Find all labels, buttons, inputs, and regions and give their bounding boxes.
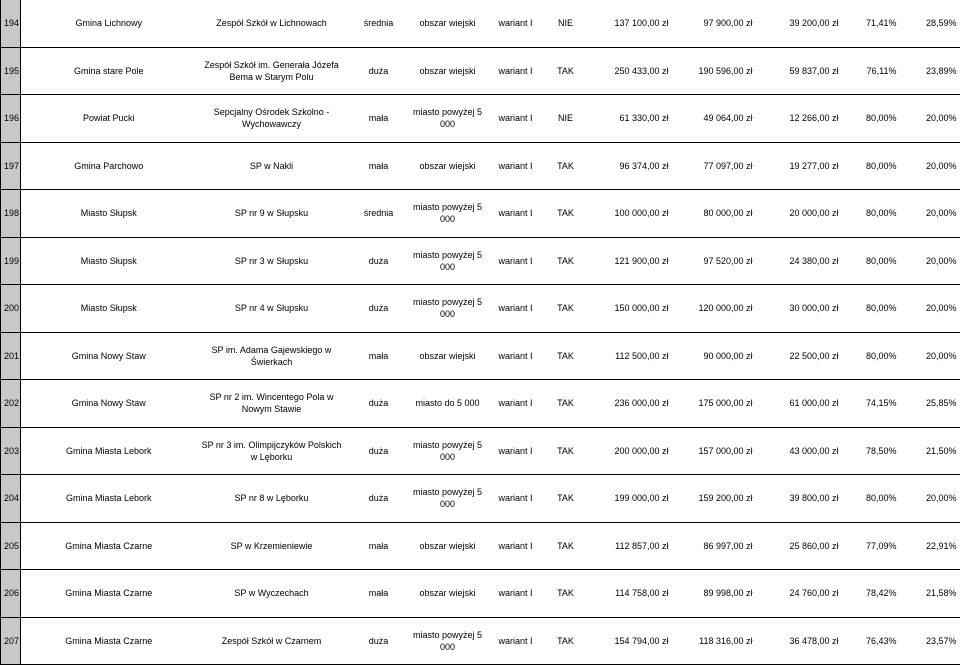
amount-grant-cell: 49 064,00 zł [673,95,757,143]
percent-grant-cell: 80,00% [843,285,901,333]
size-cell: duża [347,380,411,428]
size-cell: mała [347,332,411,380]
amount-grant-cell: 118 316,00 zł [673,617,757,665]
amount-grant-cell: 89 998,00 zł [673,570,757,618]
size-cell: duża [347,47,411,95]
school-cell: SP nr 2 im. Wincentego Pola w Nowym Stawie [197,380,347,428]
percent-grant-cell: 76,11% [843,47,901,95]
amount-total-cell: 200 000,00 zł [585,427,673,475]
size-cell: mała [347,522,411,570]
percent-own-cell: 23,89% [901,47,960,95]
percent-own-cell: 20,00% [901,237,960,285]
row-number: 207 [1,617,21,665]
amount-total-cell: 199 000,00 zł [585,475,673,523]
row-number: 201 [1,332,21,380]
variant-cell: wariant I [485,617,547,665]
amount-grant-cell: 175 000,00 zł [673,380,757,428]
gmina-cell: Gmina Lichnowy [21,0,197,47]
amount-own-cell: 19 277,00 zł [757,142,843,190]
area-cell: miasto powyżej 5 000 [411,190,485,238]
percent-own-cell: 25,85% [901,380,960,428]
school-cell: Zespół Szkół w Lichnowach [197,0,347,47]
size-cell: mała [347,570,411,618]
variant-cell: wariant I [485,427,547,475]
school-cell: SP w Krzemieniewie [197,522,347,570]
size-cell: mała [347,142,411,190]
flag-cell: TAK [547,190,585,238]
table-row [1,237,960,285]
row-number: 204 [1,475,21,523]
percent-grant-cell: 77,09% [843,522,901,570]
gmina-cell: Miasto Słupsk [21,237,197,285]
table-row [1,95,960,143]
table-row [1,380,960,428]
table-row [1,427,960,475]
size-cell: duża [347,427,411,475]
percent-grant-cell: 80,00% [843,142,901,190]
percent-own-cell: 22,91% [901,522,960,570]
gmina-cell: Miasto Słupsk [21,190,197,238]
table-row [1,0,960,47]
flag-cell: TAK [547,332,585,380]
variant-cell: wariant I [485,475,547,523]
gmina-cell: Gmina Nowy Staw [21,380,197,428]
size-cell: średnia [347,0,411,47]
flag-cell: TAK [547,285,585,333]
table-row [1,47,960,95]
amount-own-cell: 36 478,00 zł [757,617,843,665]
area-cell: obszar wiejski [411,0,485,47]
flag-cell: TAK [547,427,585,475]
percent-own-cell: 20,00% [901,95,960,143]
percent-own-cell: 21,58% [901,570,960,618]
row-number: 203 [1,427,21,475]
percent-own-cell: 20,00% [901,475,960,523]
size-cell: duża [347,475,411,523]
flag-cell: TAK [547,475,585,523]
amount-own-cell: 25 860,00 zł [757,522,843,570]
percent-grant-cell: 80,00% [843,475,901,523]
gmina-cell: Gmina Parchowo [21,142,197,190]
percent-grant-cell: 78,50% [843,427,901,475]
amount-own-cell: 20 000,00 zł [757,190,843,238]
amount-grant-cell: 190 596,00 zł [673,47,757,95]
variant-cell: wariant I [485,190,547,238]
percent-grant-cell: 80,00% [843,332,901,380]
row-number: 206 [1,570,21,618]
amount-own-cell: 59 837,00 zł [757,47,843,95]
amount-grant-cell: 120 000,00 zł [673,285,757,333]
amount-grant-cell: 97 520,00 zł [673,237,757,285]
flag-cell: TAK [547,570,585,618]
amount-total-cell: 114 758,00 zł [585,570,673,618]
area-cell: obszar wiejski [411,522,485,570]
percent-grant-cell: 80,00% [843,95,901,143]
amount-own-cell: 12 266,00 zł [757,95,843,143]
school-cell: SP im. Adama Gajewskiego w Świerkach [197,332,347,380]
amount-total-cell: 96 374,00 zł [585,142,673,190]
amount-total-cell: 137 100,00 zł [585,0,673,47]
amount-total-cell: 112 500,00 zł [585,332,673,380]
table-row [1,570,960,618]
gmina-cell: Gmina Miasta Czarne [21,570,197,618]
row-number: 194 [1,0,21,47]
amount-grant-cell: 86 997,00 zł [673,522,757,570]
school-cell: SP w Wyczechach [197,570,347,618]
school-cell: Sepcjalny Ośrodek Szkolno - Wychowawczy [197,95,347,143]
school-cell: SP w Nakli [197,142,347,190]
amount-grant-cell: 97 900,00 zł [673,0,757,47]
table-row [1,332,960,380]
percent-own-cell: 23,57% [901,617,960,665]
gmina-cell: Miasto Słupsk [21,285,197,333]
percent-own-cell: 28,59% [901,0,960,47]
gmina-cell: Gmina stare Pole [21,47,197,95]
amount-own-cell: 30 000,00 zł [757,285,843,333]
gmina-cell: Gmina Miasta Czarne [21,522,197,570]
flag-cell: TAK [547,47,585,95]
variant-cell: wariant I [485,0,547,47]
amount-total-cell: 236 000,00 zł [585,380,673,428]
amount-total-cell: 154 794,00 zł [585,617,673,665]
percent-grant-cell: 78,42% [843,570,901,618]
area-cell: obszar wiejski [411,332,485,380]
gmina-cell: Gmina Miasta Lebork [21,475,197,523]
school-cell: SP nr 3 w Słupsku [197,237,347,285]
amount-total-cell: 250 433,00 zł [585,47,673,95]
area-cell: miasto do 5 000 [411,380,485,428]
variant-cell: wariant I [485,237,547,285]
table-row [1,142,960,190]
size-cell: mała [347,95,411,143]
area-cell: miasto powyżej 5 000 [411,95,485,143]
amount-grant-cell: 157 000,00 zł [673,427,757,475]
area-cell: miasto powyżej 5 000 [411,617,485,665]
size-cell: duża [347,285,411,333]
variant-cell: wariant I [485,285,547,333]
table-row [1,475,960,523]
variant-cell: wariant I [485,142,547,190]
flag-cell: TAK [547,142,585,190]
size-cell: średnia [347,190,411,238]
flag-cell: NIE [547,95,585,143]
variant-cell: wariant I [485,522,547,570]
row-number: 197 [1,142,21,190]
percent-own-cell: 21,50% [901,427,960,475]
amount-own-cell: 61 000,00 zł [757,380,843,428]
percent-grant-cell: 80,00% [843,190,901,238]
variant-cell: wariant I [485,380,547,428]
amount-total-cell: 121 900,00 zł [585,237,673,285]
percent-grant-cell: 74,15% [843,380,901,428]
variant-cell: wariant I [485,47,547,95]
area-cell: miasto powyżej 5 000 [411,427,485,475]
amount-grant-cell: 80 000,00 zł [673,190,757,238]
amount-total-cell: 112 857,00 zł [585,522,673,570]
amount-own-cell: 39 800,00 zł [757,475,843,523]
row-number: 202 [1,380,21,428]
area-cell: miasto powyżej 5 000 [411,475,485,523]
amount-total-cell: 61 330,00 zł [585,95,673,143]
percent-grant-cell: 71,41% [843,0,901,47]
table-row [1,285,960,333]
school-cell: SP nr 3 im. Olimpijczyków Polskich w Lęborku [197,427,347,475]
variant-cell: wariant I [485,570,547,618]
amount-own-cell: 43 000,00 zł [757,427,843,475]
amount-grant-cell: 90 000,00 zł [673,332,757,380]
percent-own-cell: 20,00% [901,190,960,238]
variant-cell: wariant I [485,95,547,143]
area-cell: miasto powyżej 5 000 [411,237,485,285]
amount-own-cell: 24 760,00 zł [757,570,843,618]
amount-total-cell: 150 000,00 zł [585,285,673,333]
gmina-cell: Powiat Pucki [21,95,197,143]
amount-total-cell: 100 000,00 zł [585,190,673,238]
school-cell: SP nr 8 w Lęborku [197,475,347,523]
row-number: 205 [1,522,21,570]
percent-grant-cell: 80,00% [843,237,901,285]
row-number: 200 [1,285,21,333]
table-row [1,522,960,570]
row-number: 199 [1,237,21,285]
school-cell: Zespół Szkół w Czarnem [197,617,347,665]
table-row [1,617,960,665]
amount-own-cell: 22 500,00 zł [757,332,843,380]
flag-cell: TAK [547,617,585,665]
area-cell: obszar wiejski [411,47,485,95]
amount-grant-cell: 159 200,00 zł [673,475,757,523]
flag-cell: TAK [547,237,585,285]
row-number: 195 [1,47,21,95]
school-cell: SP nr 4 w Słupsku [197,285,347,333]
area-cell: miasto powyżej 5 000 [411,285,485,333]
school-cell: Zespół Szkół im. Generała Józefa Bema w Starym Polu [197,47,347,95]
amount-own-cell: 39 200,00 zł [757,0,843,47]
amount-own-cell: 24 380,00 zł [757,237,843,285]
flag-cell: TAK [547,522,585,570]
area-cell: obszar wiejski [411,142,485,190]
row-number: 198 [1,190,21,238]
school-cell: SP nr 9 w Słupsku [197,190,347,238]
gmina-cell: Gmina Nowy Staw [21,332,197,380]
row-number: 196 [1,95,21,143]
size-cell: duża [347,237,411,285]
area-cell: obszar wiejski [411,570,485,618]
percent-own-cell: 20,00% [901,142,960,190]
amount-grant-cell: 77 097,00 zł [673,142,757,190]
percent-own-cell: 20,00% [901,332,960,380]
flag-cell: NIE [547,0,585,47]
percent-own-cell: 20,00% [901,285,960,333]
gmina-cell: Gmina Miasta Lebork [21,427,197,475]
size-cell: duża [347,617,411,665]
table-row [1,190,960,238]
variant-cell: wariant I [485,332,547,380]
flag-cell: TAK [547,380,585,428]
gmina-cell: Gmina Miasta Czarne [21,617,197,665]
percent-grant-cell: 76,43% [843,617,901,665]
